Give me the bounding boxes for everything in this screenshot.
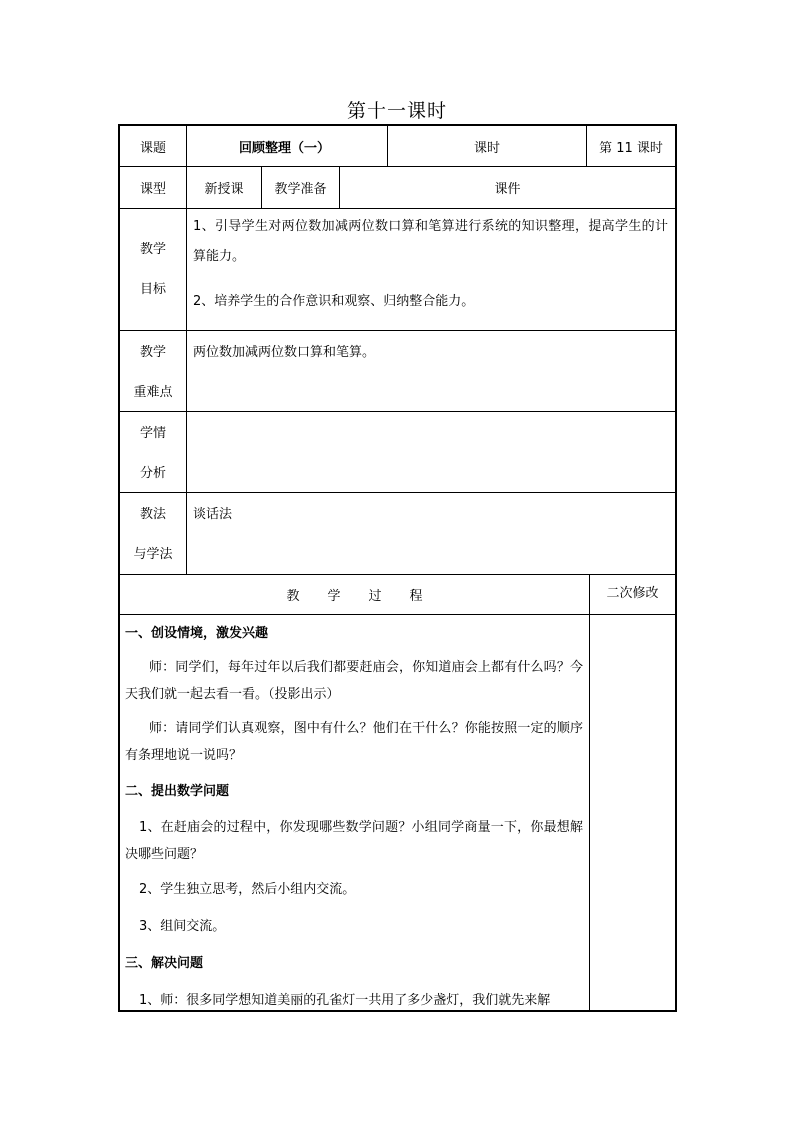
subject-label: 课题 bbox=[139, 140, 166, 156]
period-value: 第 11 课时 bbox=[599, 140, 663, 156]
row-divider bbox=[119, 614, 675, 615]
difficulty-label-line2: 重难点 bbox=[133, 385, 173, 400]
subject-value: 回顾整理（一） bbox=[239, 140, 331, 156]
goal-item-1: 1、引导学生对两位数加减两位数口算和笔算进行系统的知识整理，提高学生的计算能力。 bbox=[193, 219, 668, 264]
section-2-title: 二、提出数学问题 bbox=[125, 784, 230, 799]
process-header-char: 过 bbox=[368, 589, 382, 604]
courseware-label: 课件 bbox=[494, 182, 521, 197]
row-divider bbox=[119, 330, 675, 331]
goals-label bbox=[120, 209, 186, 330]
method-label-line1: 教法 bbox=[139, 507, 166, 522]
row-divider bbox=[119, 411, 675, 412]
analysis-label-line1: 学情 bbox=[139, 426, 166, 441]
section-1-title: 一、创设情境，激发兴趣 bbox=[125, 626, 269, 641]
goal-item-2: 2、培养学生的合作意识和观察、归纳整合能力。 bbox=[193, 294, 475, 309]
method-text: 谈话法 bbox=[193, 507, 233, 522]
section-1-paragraph-2: 师：请同学们认真观察，图中有什么？他们在干什么？你能按照一定的顺序有条理地说一说吗？ bbox=[125, 721, 583, 763]
process-header-char: 程 bbox=[409, 589, 423, 604]
type-value: 新授课 bbox=[204, 182, 244, 197]
row-divider bbox=[119, 492, 675, 493]
section-1-paragraph-1: 师：同学们，每年过年以后我们都要赶庙会，你知道庙会上都有什么吗？今天我们就一起去看一看。（投影出示） bbox=[125, 660, 583, 702]
process-header-char: 教 bbox=[286, 589, 300, 604]
process-header-char: 学 bbox=[327, 589, 341, 604]
period-label: 课时 bbox=[473, 140, 500, 156]
row-divider bbox=[119, 208, 675, 209]
method-label bbox=[120, 493, 186, 574]
goals-label-line2: 目标 bbox=[139, 282, 166, 297]
analysis-label-line2: 分析 bbox=[139, 466, 166, 481]
difficulty-text: 两位数加减两位数口算和笔算。 bbox=[193, 345, 376, 360]
prep-label: 教学准备 bbox=[274, 182, 327, 197]
section-2-paragraph-2: 2、学生独立思考，然后小组内交流。 bbox=[139, 882, 356, 897]
section-3-title: 三、解决问题 bbox=[125, 956, 204, 971]
process-header bbox=[120, 575, 589, 614]
type-label: 课型 bbox=[139, 182, 166, 197]
section-2-paragraph-1: 1、在赶庙会的过程中，你发现哪些数学问题？小组同学商量一下，你最想解决哪些问题？ bbox=[125, 820, 583, 862]
page-title: 第十一课时 bbox=[346, 100, 447, 122]
difficulty-label-line1: 教学 bbox=[139, 345, 166, 360]
section-3-paragraph-1: 1、师：很多同学想知道美丽的孔雀灯一共用了多少盏灯，我们就先来解 bbox=[139, 993, 551, 1008]
goals-label-line1: 教学 bbox=[139, 242, 166, 257]
section-2-paragraph-3: 3、组间交流。 bbox=[139, 919, 226, 934]
analysis-label bbox=[120, 412, 186, 492]
revise-label: 二次修改 bbox=[606, 586, 659, 601]
column-divider bbox=[589, 574, 590, 1011]
difficulty-label bbox=[120, 331, 186, 411]
method-label-line2: 与学法 bbox=[133, 547, 173, 562]
